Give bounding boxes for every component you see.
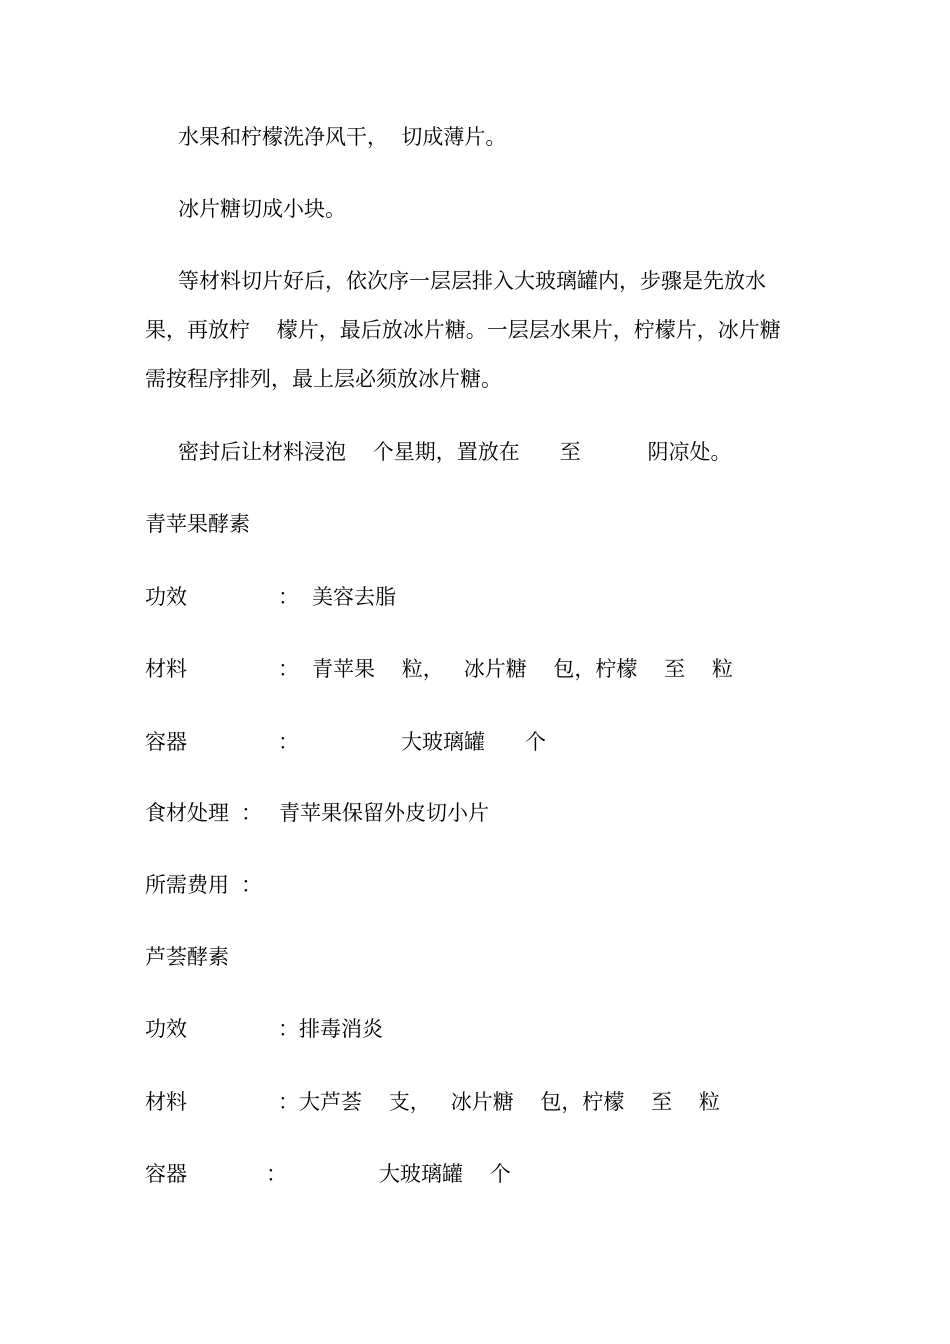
material-label: 材料: [145, 1090, 187, 1114]
aloe-container-row: [145, 1161, 845, 1265]
cost-label: 所需费用: [145, 873, 229, 897]
paragraph-wash-fruit: 水果和柠檬洗净风干， 切成薄片。: [178, 125, 507, 149]
container-value: 大玻璃罐 个: [379, 1162, 511, 1186]
aloe-title: 芦荟酵素: [145, 945, 229, 969]
effect-label: 功效: [145, 1017, 187, 1041]
green-apple-title: 青苹果酵素: [145, 512, 250, 536]
paragraph-seal-soak: 密封后让材料浸泡 个星期，置放在 至 阴凉处。: [178, 440, 732, 464]
effect-label: 功效: [145, 585, 187, 609]
paragraph-layering-line-2: 果，再放柠 檬片，最后放冰片糖。一层层水果片，柠檬片，冰片糖: [145, 318, 781, 342]
container-colon: ：: [266, 1162, 287, 1186]
container-label: 容器: [145, 1162, 187, 1186]
processing-value: 青苹果保留外皮切小片: [279, 801, 489, 825]
aloe-effect-row: [145, 1016, 845, 1094]
material-value: ：大芦荟 支， 冰片糖 包，柠檬 至 粒: [278, 1090, 720, 1114]
processing-label: 食材处理: [145, 801, 229, 825]
aloe-material-row: [145, 1089, 845, 1167]
green-apple-cost-row: [145, 872, 845, 950]
effect-value: 美容去脂: [312, 585, 396, 609]
container-colon: ：: [278, 730, 299, 754]
effect-value: ：排毒消炎: [278, 1017, 383, 1041]
container-value: 大玻璃罐 个: [401, 730, 547, 754]
material-value: 青苹果 粒， 冰片糖 包，柠檬 至 粒: [312, 657, 733, 681]
material-colon: ：: [278, 657, 299, 681]
paragraph-cut-sugar: 冰片糖切成小块。: [178, 197, 346, 221]
paragraph-layering-line-1: 等材料切片好后，依次序一层层排入大玻璃罐内，步骤是先放水: [178, 269, 766, 293]
cost-colon: ：: [241, 873, 262, 897]
material-label: 材料: [145, 657, 187, 681]
paragraph-layering-line-3: 需按程序排列，最上层必须放冰片糖。: [145, 367, 502, 391]
effect-colon: ：: [278, 585, 299, 609]
processing-colon: ：: [241, 801, 262, 825]
container-label: 容器: [145, 730, 187, 754]
